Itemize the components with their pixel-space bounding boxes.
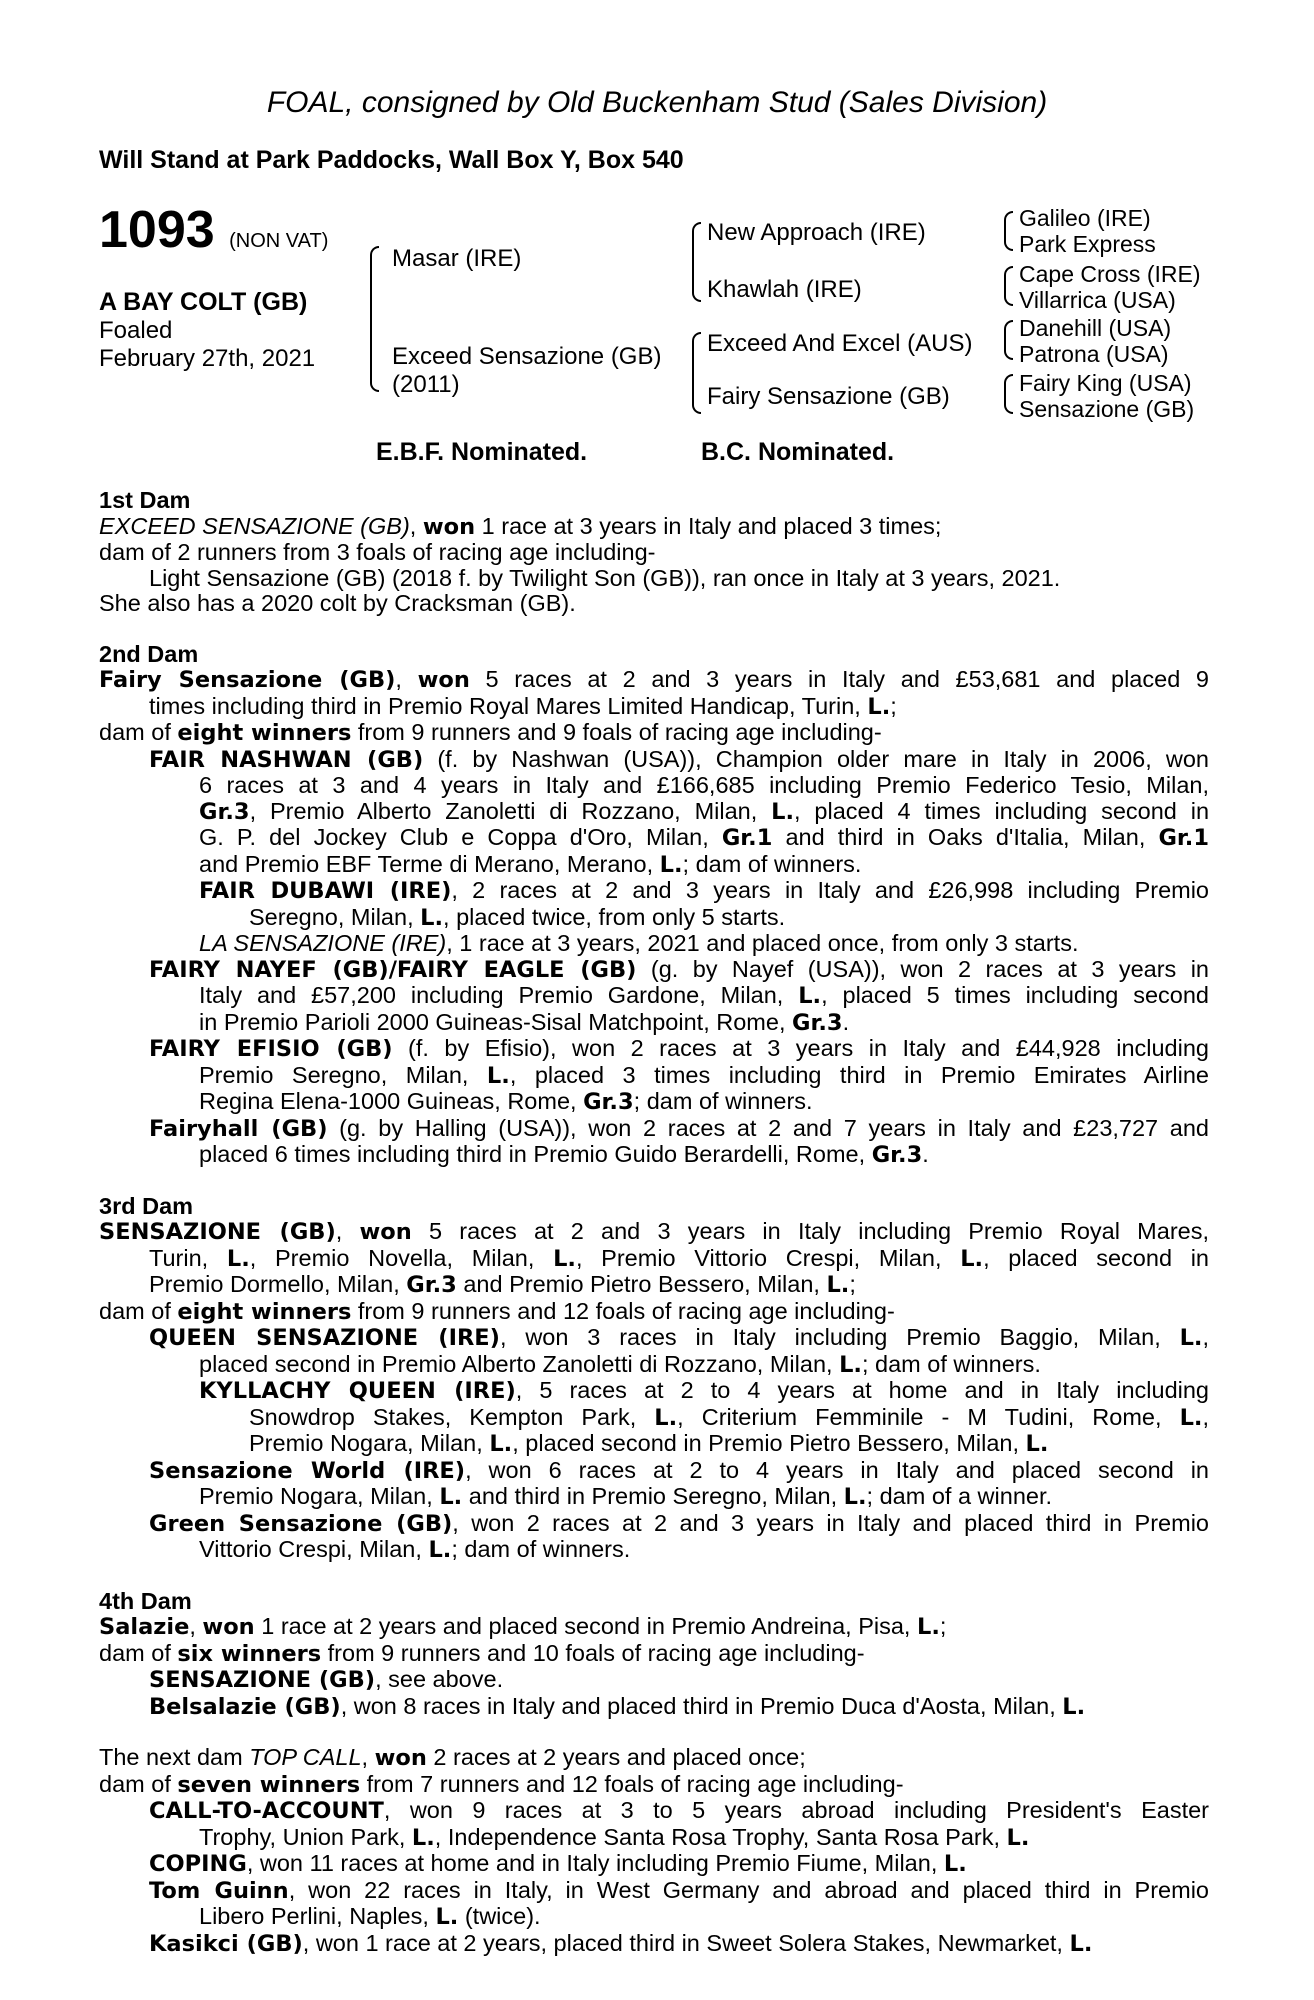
text: ,: [395, 666, 418, 692]
text: 5 races at 2 and 3 years in Italy including Premio Royal Mares,: [411, 1218, 1209, 1244]
bracket-dam: [692, 332, 701, 414]
text-bold: L.: [411, 1824, 435, 1851]
text: from 9 runners and 10 foals of racing age including-: [321, 1639, 865, 1666]
pedigree-g5: Danehill (USA): [1019, 315, 1172, 341]
text: ,: [1202, 1403, 1209, 1430]
stand-location: Will Stand at Park Paddocks, Wall Box Y, Box 540: [99, 146, 684, 174]
text-bold: won: [417, 667, 470, 693]
text: dam of: [99, 1297, 178, 1324]
text: dam of: [99, 1770, 178, 1797]
text-bold: L.: [943, 1851, 967, 1877]
pedigree-g6: Patrona (USA): [1019, 341, 1169, 367]
horse-name: TOP CALL: [249, 1744, 362, 1770]
progeny-line: 6 races at 3 and 4 years in Italy and £166,685 including Premio Federico Tesio, Milan,: [199, 772, 1209, 798]
lot-description: A BAY COLT (GB): [99, 288, 308, 316]
text-bold: L.: [1069, 1930, 1093, 1957]
text: , 2 races at 2 and 3 years in Italy and £26,998 including Premio: [451, 877, 1209, 903]
text: times including third in Premio Royal Mares Limited Handicap, Turin,: [149, 692, 868, 719]
progeny-line: [99, 1063, 1209, 1090]
text-bold: L.: [771, 798, 795, 825]
horse-name: CALL-TO-ACCOUNT: [149, 1798, 384, 1824]
horse-name: Sensazione World (IRE): [149, 1457, 466, 1484]
text: .: [922, 1141, 929, 1167]
pedigree-g4: Villarrica (USA): [1019, 287, 1176, 313]
progeny-line: [99, 1089, 1209, 1116]
text: Premio Nogara, Milan,: [199, 1483, 440, 1509]
text: ;: [890, 692, 897, 719]
horse-name: LA SENSAZIONE (IRE): [199, 930, 447, 956]
progeny-line: [99, 1036, 1209, 1063]
text: Libero Perlini, Naples,: [199, 1903, 436, 1929]
next-dam-line: [99, 1745, 1209, 1772]
text: , 5 races at 2 to 4 years at home and in Italy including: [515, 1377, 1209, 1403]
fourth-dam-line: [99, 1641, 1209, 1668]
pedigree-dam-sire: Exceed And Excel (AUS): [707, 330, 973, 357]
text: , Criterium Femminile - M Tudini, Rome,: [677, 1403, 1180, 1430]
text-bold: Gr.3: [792, 1009, 843, 1036]
text: ; dam of winners.: [451, 1536, 631, 1562]
progeny-line: [99, 905, 1209, 932]
text-bold: eight winners: [177, 1298, 352, 1325]
text-bold: L.: [1062, 1693, 1086, 1720]
horse-name: FAIRY EFISIO (GB): [149, 1036, 393, 1062]
pedigree-dam-dam: Fairy Sensazione (GB): [707, 383, 950, 410]
text-bold: L.: [428, 1537, 452, 1563]
text: ,: [335, 1218, 360, 1244]
text: Italy and £57,200 including Premio Gardone, Milan,: [199, 982, 799, 1008]
text-bold: L.: [839, 1351, 862, 1378]
progeny-line: [99, 1851, 1209, 1878]
text-bold: won: [202, 1614, 255, 1640]
text-bold: L.: [1179, 1404, 1203, 1431]
pedigree-dam-year: (2011): [392, 371, 460, 398]
text-bold: L.: [867, 693, 891, 720]
foaled-label: Foaled: [99, 317, 173, 344]
text: , see above.: [375, 1666, 504, 1692]
pedigree-notes: [99, 488, 1209, 1957]
progeny-line: [99, 1825, 1209, 1852]
progeny-line: [99, 1378, 1209, 1405]
horse-name: Salazie: [99, 1614, 190, 1640]
text: (f. by Efisio), won 2 races at 3 years in Italy and £44,928 including: [392, 1035, 1209, 1061]
text-bold: L.: [1006, 1824, 1030, 1851]
text: Premio Nogara, Milan,: [249, 1430, 490, 1456]
text: , Premio Alberto Zanoletti di Rozzano, Milan,: [249, 797, 772, 824]
progeny-line: [99, 1142, 1209, 1169]
text: 5 races at 2 and 3 years in Italy and £53,681 and placed 9: [469, 666, 1209, 692]
text: placed second in Premio Alberto Zanoletti di Rozzano, Milan,: [199, 1350, 840, 1377]
progeny-line: [99, 1511, 1209, 1538]
progeny-line: [99, 852, 1209, 879]
text-bold: Gr.1: [1158, 825, 1209, 851]
first-dam-line-3: Light Sensazione (GB) (2018 f. by Twilight Son (GB)), ran once in Italy at 3 years, 2021.: [149, 564, 1061, 591]
horse-name: Tom Guinn: [149, 1877, 289, 1904]
first-dam-line-1: [99, 514, 1209, 541]
text: (g. by Nayef (USA)), won 2 races at 3 years in: [636, 955, 1209, 982]
horse-name: EXCEED SENSAZIONE (GB): [99, 512, 410, 539]
third-dam-line: [99, 1246, 1209, 1273]
bracket-g4: [1004, 374, 1013, 414]
bc-nomination: B.C. Nominated.: [701, 438, 895, 466]
text: ; dam of winners.: [633, 1088, 813, 1114]
text: ; dam of a winner.: [866, 1483, 1053, 1509]
foaled-date: February 27th, 2021: [99, 345, 316, 372]
text-bold: L.: [489, 1431, 513, 1457]
first-dam-heading: 1st Dam: [99, 487, 191, 513]
text: , won 1 race at 2 years, placed third in Sweet Solera Stakes, Newmarket,: [302, 1929, 1070, 1956]
progeny-line: [99, 1352, 1209, 1379]
horse-name: FAIR NASHWAN (GB): [149, 746, 424, 773]
text: The next dam: [99, 1744, 250, 1770]
horse-name: COPING: [149, 1851, 247, 1877]
second-dam-line: [99, 720, 1209, 747]
bracket-g2: [1004, 266, 1013, 306]
progeny-line: [99, 957, 1209, 984]
pedigree-g3: Cape Cross (IRE): [1019, 261, 1201, 287]
pedigree-g7: Fairy King (USA): [1019, 370, 1192, 396]
text-bold: L.: [654, 1404, 678, 1431]
horse-name: Fairyhall (GB): [149, 1115, 328, 1142]
progeny-line: [99, 825, 1209, 852]
progeny-line: [99, 1484, 1209, 1511]
progeny-line: [99, 1458, 1209, 1485]
progeny-line: [99, 1798, 1209, 1825]
bracket-main: [370, 246, 379, 392]
pedigree-sire-sire: New Approach (IRE): [707, 219, 926, 246]
progeny-line: [99, 1878, 1209, 1905]
text: ; dam of winners.: [682, 850, 862, 877]
third-dam-heading: 3rd Dam: [99, 1192, 194, 1219]
text-bold: L.: [659, 851, 683, 878]
first-dam-line-2: dam of 2 runners from 3 foals of racing age including-: [99, 539, 656, 565]
horse-name: Green Sensazione (GB): [149, 1510, 453, 1537]
progeny-line: [99, 1667, 1209, 1694]
text-bold: L.: [798, 983, 822, 1009]
horse-name: SENSAZIONE (GB): [99, 1219, 336, 1245]
text: from 9 runners and 12 foals of racing age including-: [351, 1297, 895, 1324]
progeny-line: [99, 878, 1209, 905]
third-dam-line: [99, 1299, 1209, 1326]
text: , placed second in Premio Pietro Bessero, Milan,: [512, 1430, 1026, 1456]
text: and third in Premio Seregno, Milan,: [462, 1483, 844, 1509]
text: in Premio Parioli 2000 Guineas-Sisal Matchpoint, Rome,: [199, 1008, 792, 1035]
vat-status: (NON VAT): [229, 230, 329, 252]
text: , 1 race at 3 years, 2021 and placed once, from only 3 starts.: [446, 930, 1079, 956]
bracket-g3: [1004, 320, 1013, 360]
horse-name: Belsalazie (GB): [149, 1693, 341, 1720]
text: , won 3 races in Italy including Premio Baggio, Milan,: [499, 1324, 1180, 1350]
horse-name: KYLLACHY QUEEN (IRE): [199, 1378, 516, 1404]
text: .: [842, 1008, 850, 1035]
second-dam-line: [99, 667, 1209, 694]
text: , placed second in: [983, 1244, 1209, 1271]
text-bold: L.: [226, 1245, 250, 1272]
text: (g. by Halling (USA)), won 2 races at 2 and 7 years in Italy and £23,727 and: [327, 1114, 1210, 1141]
text: Snowdrop Stakes, Kempton Park,: [249, 1403, 655, 1430]
text-bold: won: [374, 1745, 427, 1771]
text: , won 8 races in Italy and placed third in Premio Duca d'Aosta, Milan,: [340, 1692, 1063, 1719]
text-bold: L.: [826, 1272, 850, 1298]
text: and Premio EBF Terme di Merano, Merano,: [199, 850, 660, 877]
horse-name: FAIRY NAYEF (GB)/FAIRY EAGLE (GB): [149, 956, 637, 983]
progeny-line: [99, 1116, 1209, 1143]
text: 1 race at 3 years in Italy and placed 3 times;: [475, 512, 942, 539]
text: ,: [189, 1613, 203, 1639]
text: , won 6 races at 2 to 4 years in Italy and placed second in: [465, 1456, 1209, 1483]
foaled-block: [99, 317, 315, 373]
text-bold: L.: [486, 1062, 510, 1089]
third-dam-line: [99, 1219, 1209, 1246]
text-bold: eight winners: [177, 720, 352, 746]
pedigree-sire: Masar (IRE): [392, 245, 522, 272]
text: Seregno, Milan,: [249, 903, 421, 930]
progeny-line: [99, 983, 1209, 1010]
text: (f. by Nashwan (USA)), Champion older mare in Italy in 2006, won: [423, 745, 1209, 772]
horse-name: FAIR DUBAWI (IRE): [199, 878, 452, 904]
text: G. P. del Jockey Club e Coppa d'Oro, Milan,: [199, 824, 722, 850]
text: , Premio Vittorio Crespi, Milan,: [575, 1244, 961, 1271]
text: , placed 4 times including second in: [794, 797, 1210, 824]
pedigree-dam: Exceed Sensazione (GB): [392, 343, 662, 370]
text: , won 22 races in Italy, in West Germany and abroad and placed third in Premio: [288, 1876, 1209, 1903]
text-bold: L.: [439, 1484, 463, 1510]
text: ,: [1202, 1324, 1209, 1350]
pedigree-sire-dam: Khawlah (IRE): [707, 276, 862, 303]
text: ; dam of winners.: [861, 1350, 1041, 1377]
text-bold: six winners: [177, 1640, 322, 1667]
text: placed 6 times including third in Premio Guido Berardelli, Rome,: [199, 1141, 872, 1167]
text: ,: [409, 512, 423, 539]
text-bold: Gr.3: [871, 1142, 923, 1168]
pedigree-g8: Sensazione (GB): [1019, 396, 1195, 422]
progeny-line: [99, 1010, 1209, 1037]
text-bold: L.: [1025, 1431, 1049, 1457]
text: , Premio Novella, Milan,: [249, 1244, 554, 1271]
progeny-line: [99, 1931, 1209, 1958]
text: Premio Dormello, Milan,: [149, 1271, 407, 1297]
text: Trophy, Union Park,: [199, 1823, 412, 1850]
text: , placed twice, from only 5 starts.: [443, 903, 786, 930]
second-dam-heading: 2nd Dam: [99, 640, 199, 667]
text: dam of: [99, 719, 178, 745]
text-bold: seven winners: [177, 1771, 361, 1798]
text-bold: L.: [420, 904, 444, 931]
text: 1 race at 2 years and placed second in Premio Andreina, Pisa,: [254, 1613, 917, 1639]
text-bold: won: [359, 1219, 412, 1245]
text: , placed 3 times including third in Premio Emirates Airline: [509, 1061, 1209, 1088]
lot-number: [99, 200, 328, 271]
text-bold: Gr.1: [721, 825, 773, 851]
horse-name: Fairy Sensazione (GB): [99, 667, 396, 693]
first-dam-line-4: She also has a 2020 colt by Cracksman (GB).: [99, 590, 576, 616]
horse-name: QUEEN SENSAZIONE (IRE): [149, 1325, 500, 1351]
third-dam-line: [99, 1272, 1209, 1299]
text: from 9 runners and 9 foals of racing age including-: [351, 719, 882, 745]
text: , won 2 races at 2 and 3 years in Italy and placed third in Premio: [452, 1509, 1209, 1536]
text-bold: L.: [843, 1484, 867, 1510]
bracket-sire: [692, 222, 701, 302]
text: from 7 runners and 12 foals of racing age including-: [360, 1770, 904, 1797]
text-bold: L.: [435, 1904, 459, 1930]
text: dam of: [99, 1639, 178, 1666]
text-bold: L.: [553, 1245, 576, 1272]
second-dam-line: [99, 694, 1209, 721]
progeny-line: [99, 1431, 1209, 1458]
pedigree-g2: Park Express: [1019, 231, 1156, 257]
pedigree-g1: Galileo (IRE): [1019, 205, 1151, 231]
text: , Independence Santa Rosa Trophy, Santa Rosa Park,: [434, 1823, 1007, 1850]
text: , placed 5 times including second: [821, 982, 1209, 1008]
text: Regina Elena-1000 Guineas, Rome,: [199, 1088, 584, 1114]
text-bold: won: [422, 513, 476, 540]
text: (twice).: [458, 1903, 541, 1929]
text-bold: L.: [917, 1614, 940, 1640]
horse-name: SENSAZIONE (GB): [149, 1667, 376, 1693]
progeny-line: [99, 747, 1209, 774]
text-bold: Gr.3: [406, 1272, 457, 1298]
progeny-line: [99, 1694, 1209, 1721]
next-dam-line: [99, 1772, 1209, 1799]
lot-number-value: 1093: [99, 201, 215, 259]
text: ;: [849, 1271, 856, 1297]
text-bold: L.: [1179, 1325, 1203, 1351]
ebf-nomination: E.B.F. Nominated.: [376, 438, 588, 466]
text: and Premio Pietro Bessero, Milan,: [456, 1271, 827, 1297]
text-bold: Gr.3: [199, 798, 250, 825]
text-bold: Gr.3: [583, 1089, 634, 1115]
text: Vittorio Crespi, Milan,: [199, 1536, 429, 1562]
progeny-line: [99, 1405, 1209, 1432]
text: , won 11 races at home and in Italy including Premio Fiume, Milan,: [246, 1850, 944, 1876]
progeny-line: [99, 1537, 1209, 1564]
text: , won 9 races at 3 to 5 years abroad including President's Easter: [383, 1797, 1209, 1823]
progeny-line: [99, 1325, 1209, 1352]
text: and third in Oaks d'Italia, Milan,: [772, 824, 1159, 850]
progeny-line: [99, 1904, 1209, 1931]
horse-name: Kasikci (GB): [149, 1930, 303, 1957]
text: 2 races at 2 years and placed once;: [426, 1744, 806, 1770]
fourth-dam-line: [99, 1614, 1209, 1641]
text: Turin,: [149, 1244, 227, 1271]
progeny-line: [99, 931, 1209, 957]
progeny-line: [99, 799, 1209, 826]
consignment-line: FOAL, consigned by Old Buckenham Stud (Sales Division): [266, 86, 1048, 119]
text-bold: L.: [960, 1245, 984, 1272]
fourth-dam-heading: 4th Dam: [99, 1587, 192, 1614]
text: Premio Seregno, Milan,: [199, 1061, 487, 1088]
bracket-g1: [1004, 211, 1013, 251]
text: ,: [361, 1744, 375, 1770]
text: ;: [939, 1613, 947, 1639]
